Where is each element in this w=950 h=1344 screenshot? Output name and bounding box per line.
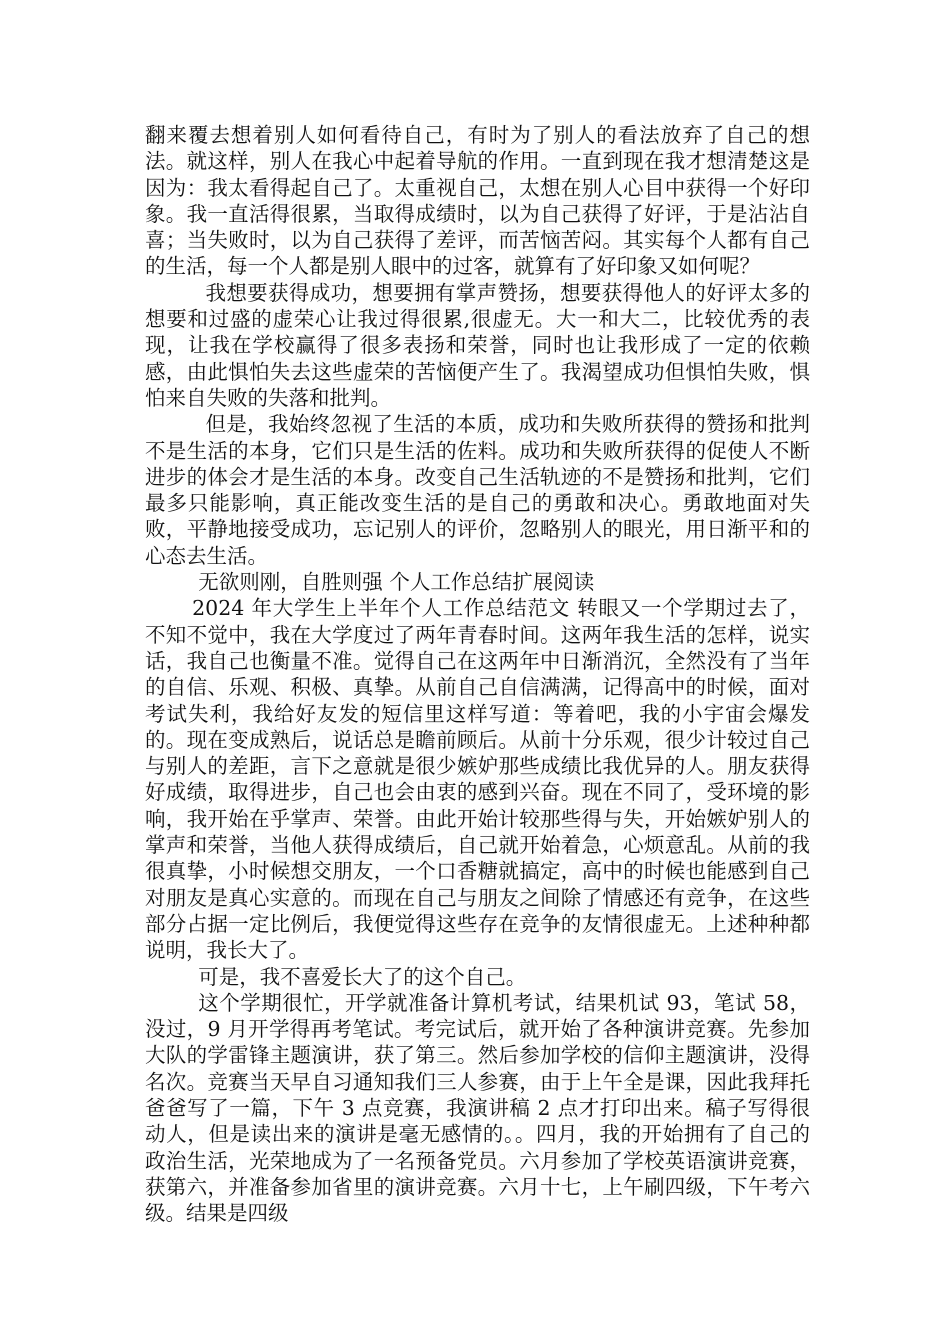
paragraph-2: 我想要获得成功，想要拥有掌声赞扬，想要获得他人的好评太多的 想要和过盛的虚荣心让我过得很累,很虚无。大一和大二，比较优秀的表现，让我在学校赢得了很多表扬和荣誉，同时也让我形成了一定的依赖感，由此惧怕失去这些虚荣的苦恼便产生了。我渴望成功但惧怕失败，惧怕来自失败的失落和批判。 [145,280,810,410]
paragraph-5: 可是，我不喜爱长大了的这个自己。 [198,964,527,989]
paragraph-4: 2024 年大学生上半年个人工作总结范文 转眼又一个学期过去了，不知不觉中，我在大学度过了两年青春时间。这两年我生活的怎样，说实话，我自己也衡量不准。觉得自己在这两年中日渐消沉，全然没有了当年的自信、乐观、积极、真挚。从前自己自信满满，记得高中的时候，面对考试失利，我给好友发的短信里这样写道：等着吧，我的小宇宙会爆发的。现在变成熟后，说话总是瞻前顾后。从前十分乐观，很少计较过自己与别人的差距，言下之意就是很少嫉妒那些成绩比我优异的人。朋友获得好成绩，取得进步，自己也会由衷的感到兴奋。现在不同了，受环境的影响，我开始在乎掌声、荣誉。由此开始计较那些得与失，开始嫉妒别人的掌声和荣誉，当他人获得成绩后，自己就开始着急，心烦意乱。从前的我很真挚，小时候想交朋友，一个口香糖就搞定，高中的时候也能感到自己对朋友是真心实意的。而现在自己与朋友之间除了情感还有竞争，在这些部分占据一定比例后，我便觉得这些存在竞争的友情很虚无。上述种种都说明，我长大了。 [145,596,810,963]
paragraph-1: 翻来覆去想着别人如何看待自己，有时为了别人的看法放弃了自己的想法。就这样，别人在我心中起着导航的作用。一直到现在我才想清楚这是因为：我太看得起自己了。太重视自己，太想在别人心目中获得一个好印象。我一直活得很累，当取得成绩时，以为自己获得了好评，于是沾沾自喜；当失败时，以为自己获得了差评，而苦恼苦闷。其实每个人都有自己的生活，每一个人都是别人眼中的过客，就算有了好印象又如何呢？ [145,123,810,279]
section-heading: 无欲则刚，自胜则强 个人工作总结扩展阅读 [198,570,595,595]
document-body [145,122,810,1226]
paragraph-3: 但是，我始终忽视了生活的本质，成功和失败所获得的赞扬和批判不是生活的本身，它们只是生活的佐料。成功和失败所获得的促使人不断进步的体会才是生活的本身。改变自己生活轨迹的不是赞扬和批判，它们最多只能影响，真正能改变生活的是自己的勇敢和决心。勇敢地面对失败，平静地接受成功，忘记别人的评价，忽略别人的眼光，用日渐平和的心态去生活。 [145,412,810,568]
paragraph-6: 这个学期很忙，开学就准备计算机考试，结果机试 93，笔试 58，没过，9 月开学得再考笔试。考完试后，就开始了各种演讲竞赛。先参加大队的学雷锋主题演讲，获了第三。然后参加学校的信仰主题演讲，没得名次。竞赛当天早自习通知我们三人参赛，由于上午全是课，因此我拜托爸爸写了一篇，下午 3 点竞赛，我演讲稿 2 点才打印出来。稿子写得很动人，但是读出来的演讲是毫无感情的。。四月，我的开始拥有了自己的政治生活，光荣地成为了一名预备党员。六月参加了学校英语演讲竞赛，获第六，并准备参加省里的演讲竞赛。六月十七，上午刷四级，下午考六级。结果是四级 [145,990,810,1226]
